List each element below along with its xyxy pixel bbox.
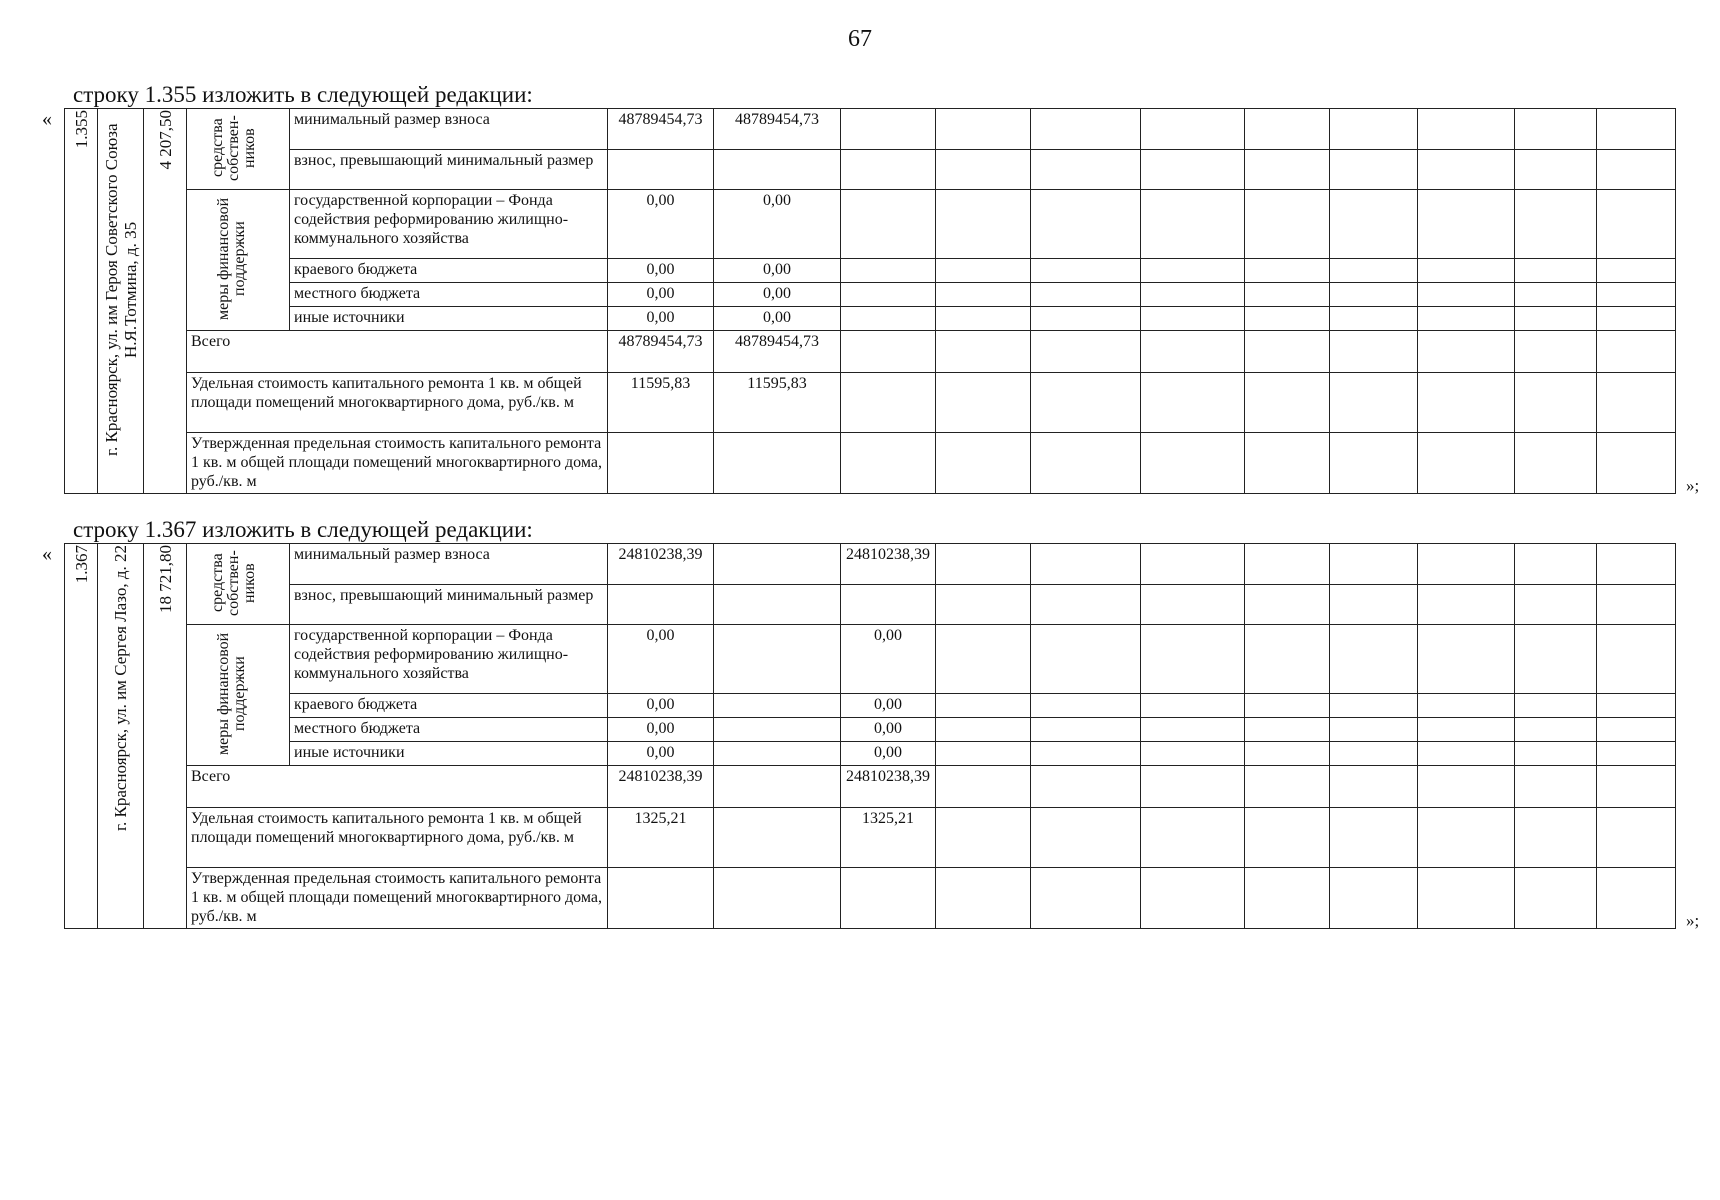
- area: 18 721,80: [155, 545, 175, 613]
- label-over-min: взнос, превышающий минимальный размер: [290, 585, 608, 625]
- support-measures-group: меры финансовой поддержки: [187, 625, 290, 766]
- row-number: 1.355: [71, 110, 91, 149]
- label-fund: государственной корпорации – Фонда содействия реформированию жилищно-коммунального хозяйства: [290, 625, 608, 694]
- value-cell: 0,00: [608, 190, 714, 259]
- value-cell: [841, 585, 936, 625]
- value-cell: [714, 694, 841, 718]
- value-cell: 0,00: [608, 283, 714, 307]
- value-cell: [714, 585, 841, 625]
- label-approved-limit: Утвержденная предельная стоимость капитального ремонта 1 кв. м общей площади помещений многоквартирного дома, руб./кв. м: [187, 433, 608, 494]
- value-cell: 0,00: [841, 742, 936, 766]
- row-number-cell: [65, 544, 98, 929]
- value-cell: 0,00: [608, 694, 714, 718]
- value-cell: 0,00: [608, 259, 714, 283]
- value-cell: 11595,83: [608, 373, 714, 433]
- closing-quote: »;: [1686, 476, 1700, 495]
- value-cell: 0,00: [841, 694, 936, 718]
- opening-quote: «: [42, 543, 52, 565]
- value-cell: 1325,21: [608, 808, 714, 868]
- value-cell: [841, 307, 936, 331]
- value-cell: 48789454,73: [714, 331, 841, 373]
- value-cell: [608, 433, 714, 494]
- section-caption: строку 1.367 изложить в следующей редакции:: [73, 517, 533, 542]
- value-cell: [714, 766, 841, 808]
- value-cell: 0,00: [608, 718, 714, 742]
- value-cell: [841, 373, 936, 433]
- area: 4 207,50: [155, 110, 175, 170]
- area-cell: [144, 109, 187, 494]
- page-number: 67: [848, 26, 872, 52]
- address-cell: [98, 544, 144, 929]
- opening-quote: «: [42, 108, 52, 130]
- section-caption: строку 1.355 изложить в следующей редакции:: [73, 82, 533, 107]
- label-local: местного бюджета: [290, 283, 608, 307]
- value-cell: 1325,21: [841, 808, 936, 868]
- address-cell: [98, 109, 144, 494]
- value-cell: [714, 433, 841, 494]
- owners-funds-group: средства собствен-ников: [187, 544, 290, 625]
- label-regional: краевого бюджета: [290, 259, 608, 283]
- value-cell: 0,00: [608, 625, 714, 694]
- value-cell: 24810238,39: [608, 766, 714, 808]
- value-cell: 0,00: [608, 742, 714, 766]
- value-cell: [841, 259, 936, 283]
- label-other: иные источники: [290, 742, 608, 766]
- value-cell: [841, 150, 936, 190]
- value-cell: [714, 544, 841, 585]
- amendment-table: [64, 108, 1676, 494]
- label-total: Всего: [187, 331, 608, 373]
- label-total: Всего: [187, 766, 608, 808]
- value-cell: [841, 868, 936, 929]
- value-cell: [841, 109, 936, 150]
- value-cell: 0,00: [714, 283, 841, 307]
- value-cell: [714, 625, 841, 694]
- value-cell: [714, 808, 841, 868]
- value-cell: [841, 190, 936, 259]
- label-other: иные источники: [290, 307, 608, 331]
- value-cell: [608, 150, 714, 190]
- label-over-min: взнос, превышающий минимальный размер: [290, 150, 608, 190]
- label-local: местного бюджета: [290, 718, 608, 742]
- value-cell: 0,00: [841, 718, 936, 742]
- row-number: 1.367: [71, 545, 91, 584]
- address: г. Красноярск, ул. им Героя Советского Союза Н.Я.Тотмина, д. 35: [102, 123, 140, 457]
- value-cell: 0,00: [714, 259, 841, 283]
- support-measures-group: меры финансовой поддержки: [187, 190, 290, 331]
- value-cell: 11595,83: [714, 373, 841, 433]
- value-cell: 0,00: [841, 625, 936, 694]
- owners-funds-group: средства собствен-ников: [187, 109, 290, 190]
- value-cell: 24810238,39: [841, 766, 936, 808]
- value-cell: [608, 868, 714, 929]
- value-cell: 24810238,39: [608, 544, 714, 585]
- value-cell: [714, 718, 841, 742]
- closing-quote: »;: [1686, 911, 1700, 930]
- value-cell: [608, 585, 714, 625]
- value-cell: [841, 433, 936, 494]
- value-cell: 0,00: [714, 307, 841, 331]
- value-cell: 48789454,73: [608, 331, 714, 373]
- label-regional: краевого бюджета: [290, 694, 608, 718]
- label-fund: государственной корпорации – Фонда содействия реформированию жилищно-коммунального хозяйства: [290, 190, 608, 259]
- area-cell: [144, 544, 187, 929]
- value-cell: 0,00: [714, 190, 841, 259]
- amendment-table: [64, 543, 1676, 929]
- value-cell: 0,00: [608, 307, 714, 331]
- label-approved-limit: Утвержденная предельная стоимость капитального ремонта 1 кв. м общей площади помещений многоквартирного дома, руб./кв. м: [187, 868, 608, 929]
- value-cell: 24810238,39: [841, 544, 936, 585]
- address: г. Красноярск, ул. им Сергея Лазо, д. 22: [111, 545, 130, 832]
- value-cell: 48789454,73: [714, 109, 841, 150]
- label-unit-cost: Удельная стоимость капитального ремонта 1 кв. м общей площади помещений многоквартирного дома, руб./кв. м: [187, 808, 608, 868]
- value-cell: [714, 868, 841, 929]
- value-cell: [714, 150, 841, 190]
- value-cell: 48789454,73: [608, 109, 714, 150]
- value-cell: [714, 742, 841, 766]
- label-min-contribution: минимальный размер взноса: [290, 109, 608, 150]
- value-cell: [841, 331, 936, 373]
- row-number-cell: [65, 109, 98, 494]
- label-unit-cost: Удельная стоимость капитального ремонта 1 кв. м общей площади помещений многоквартирного дома, руб./кв. м: [187, 373, 608, 433]
- value-cell: [841, 283, 936, 307]
- label-min-contribution: минимальный размер взноса: [290, 544, 608, 585]
